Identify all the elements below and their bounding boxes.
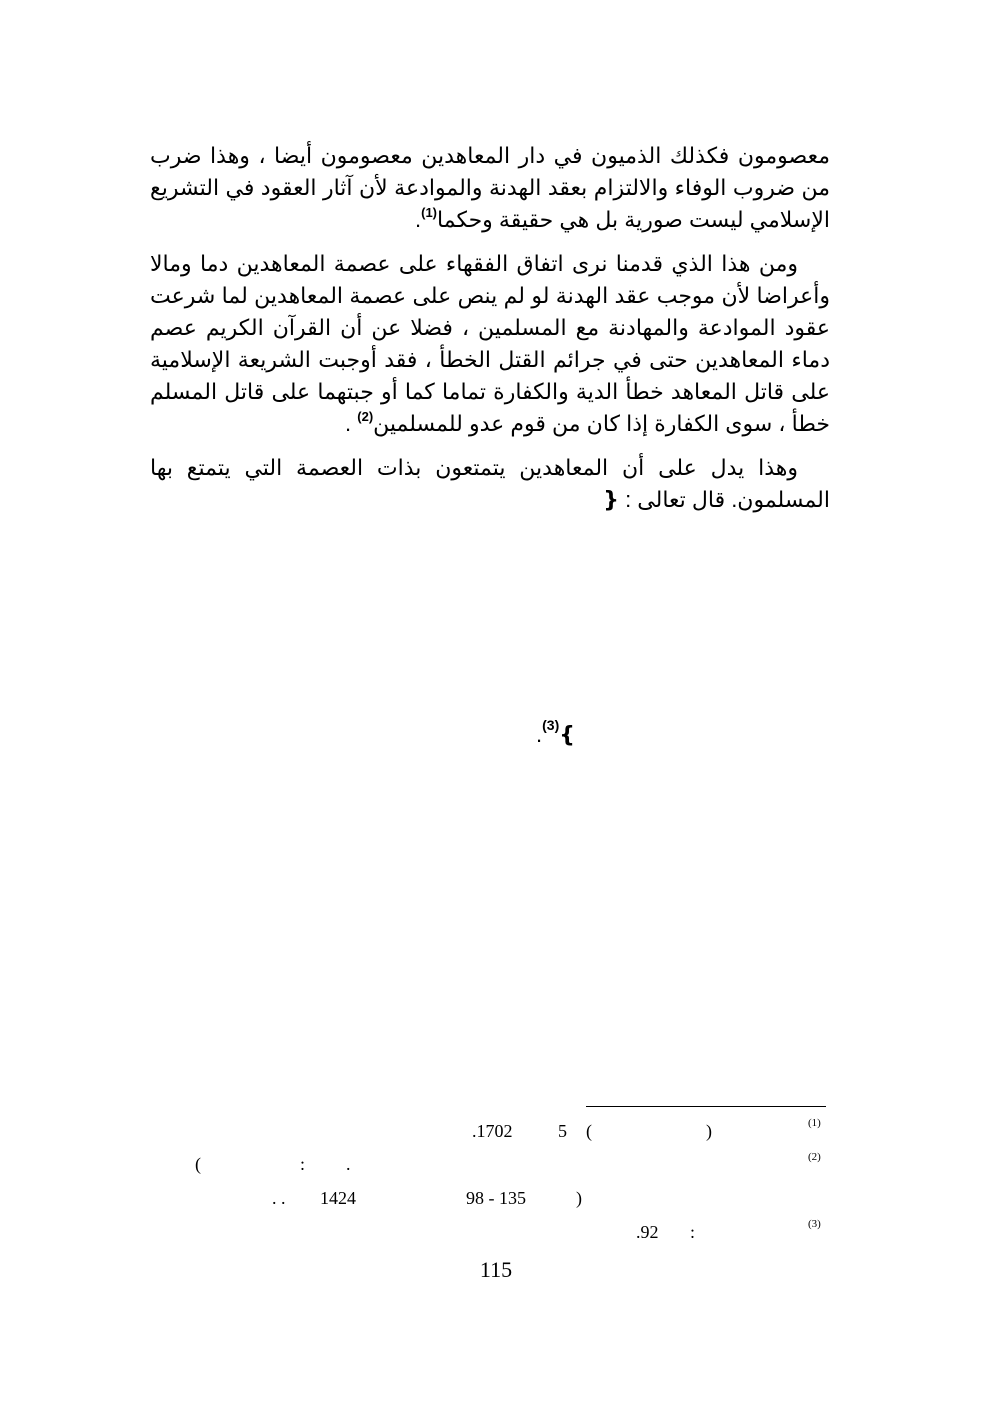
paragraph-1-text: معصومون فكذلك الذميون في دار المعاهدين معصومون أيضا ، وهذا ضرب من ضروب الوفاء والالتزام بعقد الهدنة والموادعة لأن آثار العقود في التشريع الإسلامي ليست صورية بل هي حقيقة وحكما	[150, 143, 830, 232]
footnote-2-number: (2)	[808, 1151, 821, 1163]
page-body	[150, 140, 830, 529]
footnote-2-dot: .	[346, 1154, 351, 1174]
verse-open-brace: {	[603, 488, 619, 513]
footnote-2-colon: :	[300, 1154, 306, 1174]
footnote-2-paren: (	[195, 1154, 201, 1174]
footnote-divider	[586, 1106, 826, 1107]
footnote-ref-2[interactable]: (2)	[357, 409, 374, 424]
footnote-ref-3[interactable]: (3)	[542, 717, 560, 733]
footnote-3-verse: .92	[636, 1222, 659, 1242]
footnote-ref-1[interactable]: (1)	[421, 205, 438, 220]
verse-end	[536, 717, 575, 748]
footnote-3-colon: :	[690, 1222, 696, 1242]
footnote-3-number: (3)	[808, 1218, 821, 1230]
paragraph-2-end: .	[345, 411, 358, 436]
footnote-1-volume: 5	[558, 1121, 567, 1141]
footnote-1-paren-open: (	[586, 1121, 592, 1141]
paragraph-2	[150, 248, 830, 440]
footnote-1-page: .1702	[472, 1121, 513, 1141]
paragraph-1	[150, 140, 830, 236]
footnote-1-number: (1)	[808, 1117, 821, 1129]
footnote-2-dots: . .	[272, 1188, 286, 1208]
footnote-2-paren-close: )	[576, 1188, 582, 1208]
page-number: 115	[479, 1257, 513, 1282]
paragraph-3-text: وهذا يدل على أن المعاهدين يتمتعون بذات العصمة التي يتمتع بها المسلمون. قال تعالى :	[150, 455, 830, 512]
paragraph-3	[150, 452, 830, 517]
footnote-1-paren-close: )	[706, 1121, 712, 1141]
footnote-2-pages: 98 - 135	[466, 1188, 526, 1208]
verse-close-brace: }	[559, 723, 575, 748]
paragraph-1-end: .	[414, 207, 422, 232]
footnote-2-year: 1424	[320, 1188, 356, 1208]
paragraph-2-text: ومن هذا الذي قدمنا نرى اتفاق الفقهاء على عصمة المعاهدين دما ومالا وأعراضا لأن موجب عقد الهدنة لو لم ينص على عصمة المعاهدين لما شرعت عقود الموادعة والمهادنة مع المسلمين ، فضلا عن أن القرآن الكريم عصم دماء المعاهدين حتى في جرائم القتل الخطأ ، فقد أوجبت الشريعة الإسلامية على قاتل المعاهد خطأ الدية والكفارة تماما كما أو جبتهما على قاتل المسلم خطأ ، سوى الكفارة إذا كان من قوم عدو للمسلمين	[150, 251, 830, 436]
verse-end-dot: .	[536, 722, 543, 747]
